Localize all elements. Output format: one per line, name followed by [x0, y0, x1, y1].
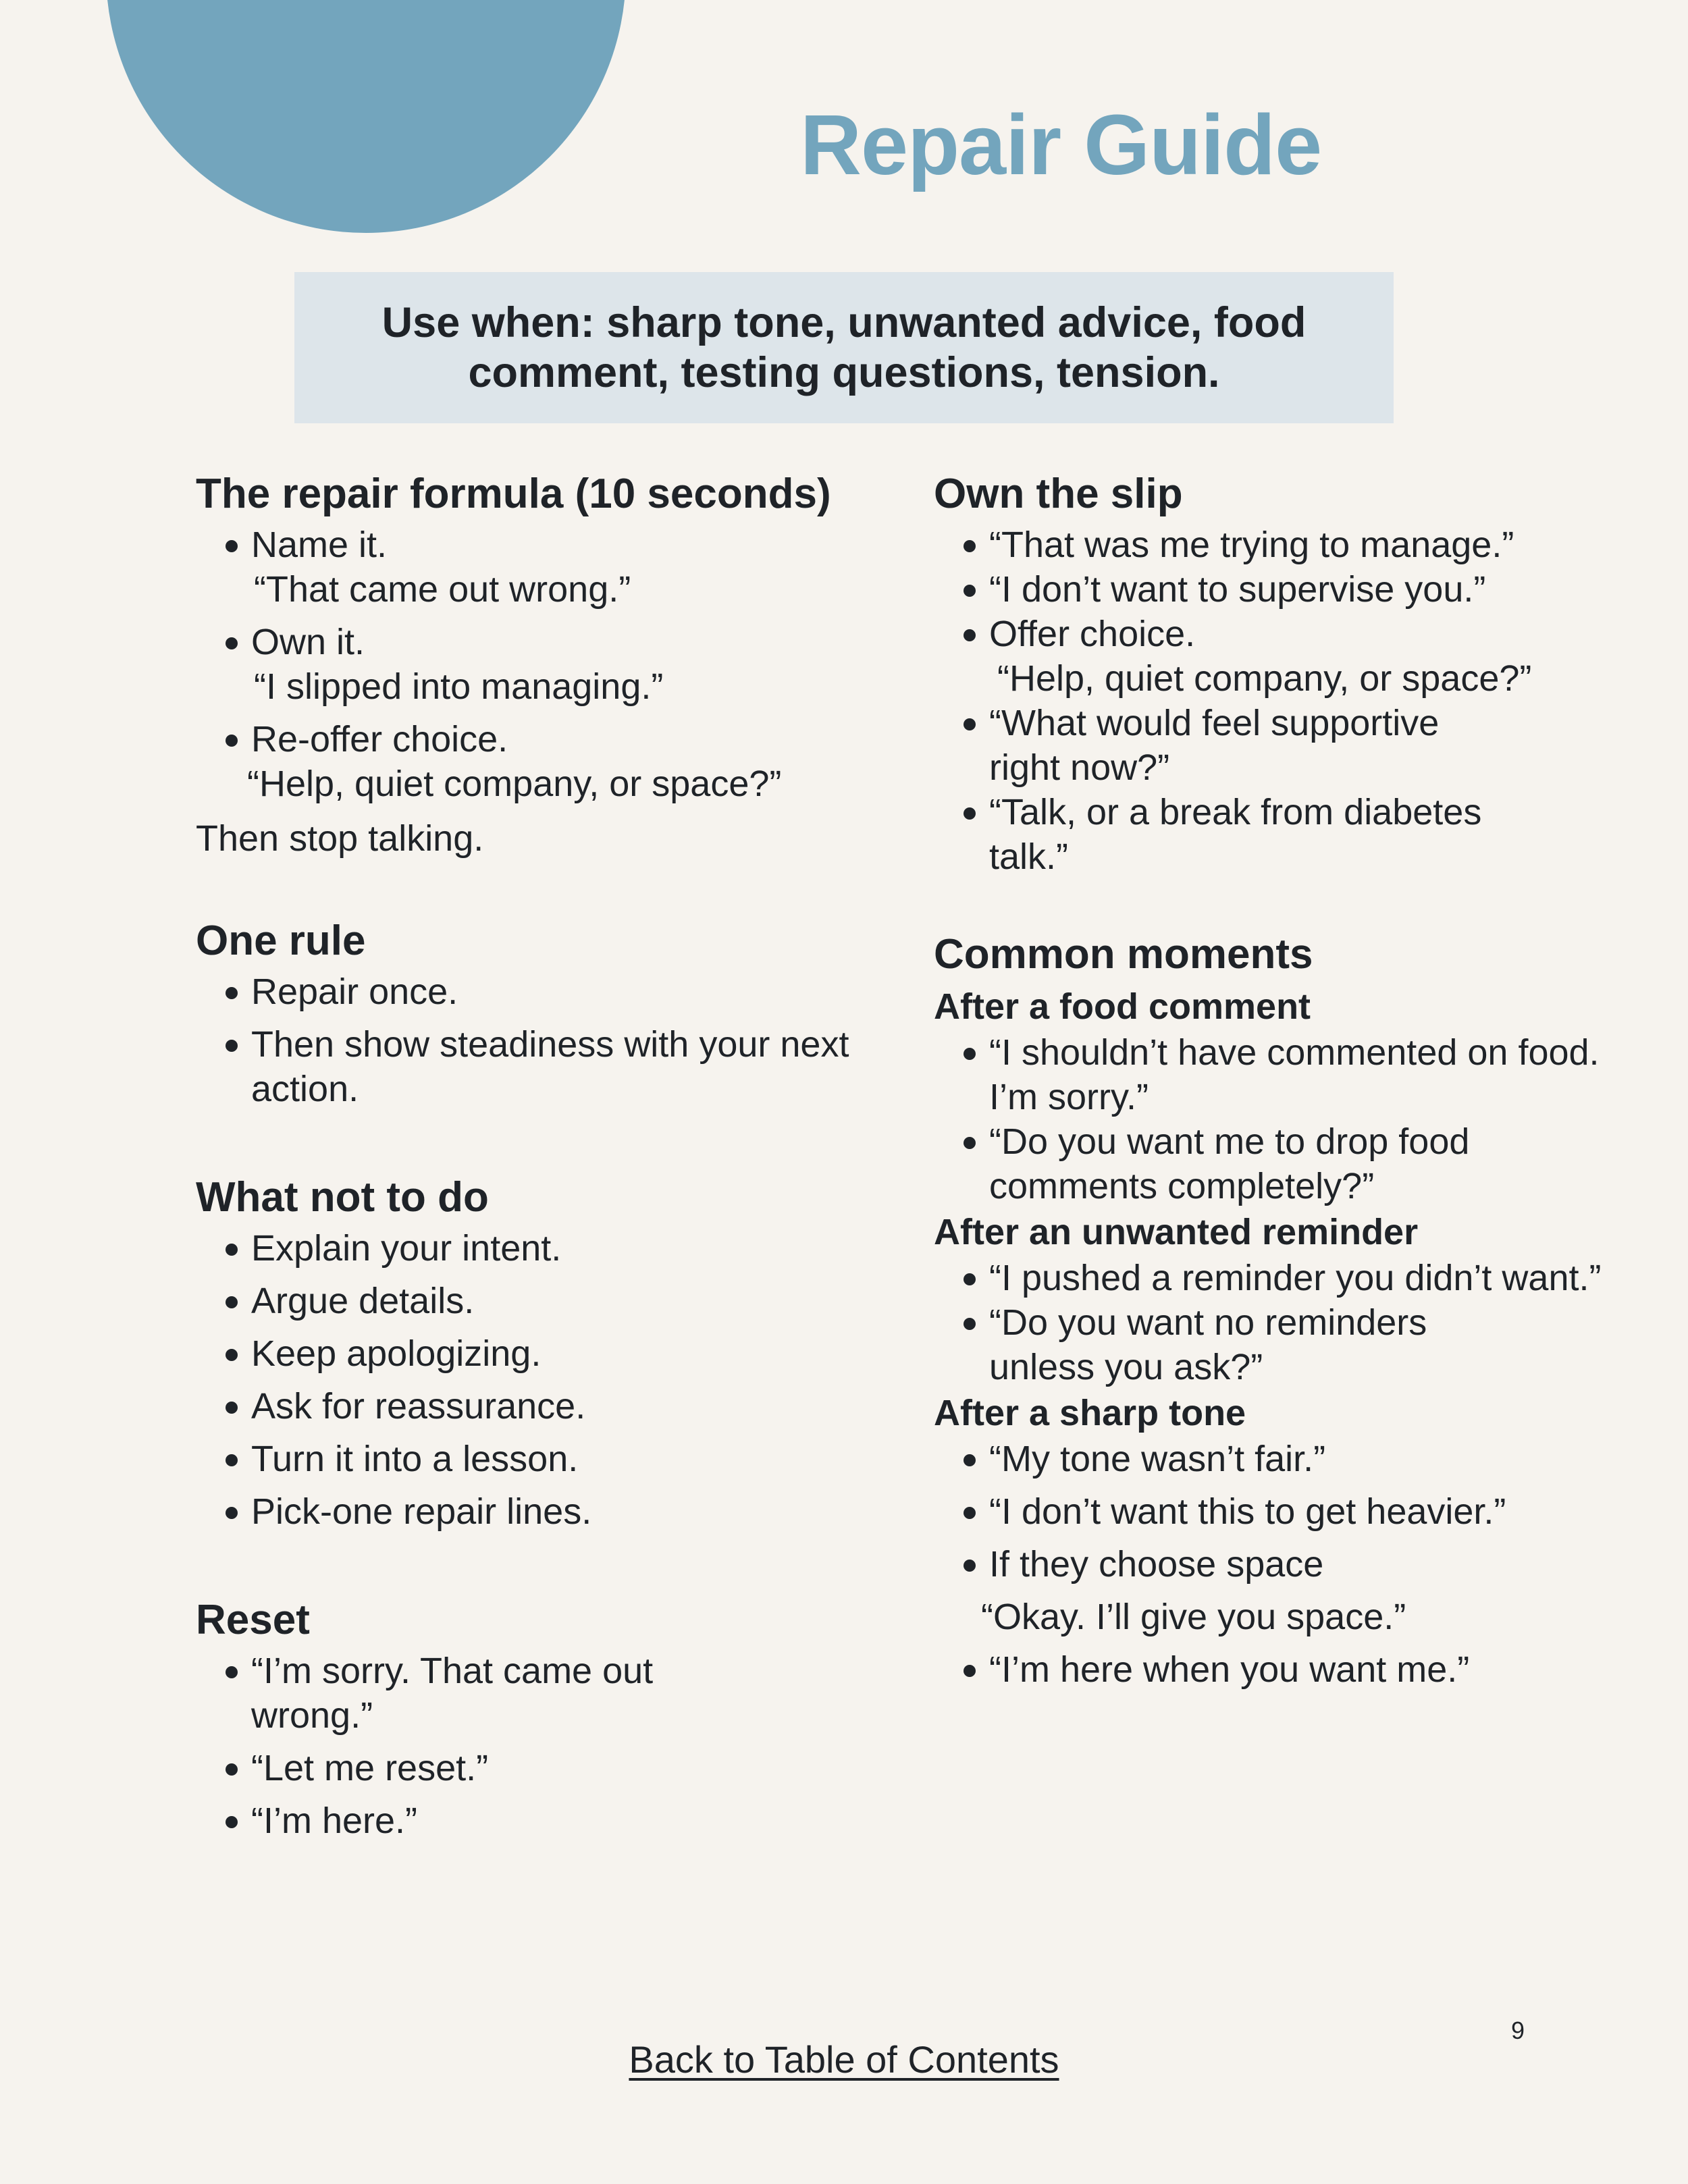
list-item: “What would feel supportive right now?” — [934, 701, 1475, 790]
list-item: Argue details. — [196, 1279, 885, 1323]
list-item: Offer choice. “Help, quiet company, or space?” — [934, 612, 1609, 701]
own-the-slip-heading: Own the slip — [934, 471, 1183, 517]
reset-section — [196, 1592, 885, 1843]
closing-note: Then stop talking. — [196, 818, 484, 859]
right-column — [934, 466, 1609, 1700]
list-item: “I shouldn’t have commented on food. I’m sorry.” — [934, 1030, 1609, 1119]
list-item: “I don’t want this to get heavier.” — [934, 1489, 1609, 1534]
list-item: Keep apologizing. — [196, 1331, 885, 1376]
own-the-slip-section — [934, 466, 1609, 879]
list-item: Ask for reassurance. — [196, 1384, 885, 1429]
list-item: Re-offer choice. “Help, quiet company, or space?” — [196, 717, 885, 806]
list-item: Explain your intent. — [196, 1226, 885, 1271]
list-item: “I’m sorry. That came out wrong.” — [196, 1649, 722, 1738]
list-item: If they choose space “Okay. I’ll give you space.” — [934, 1542, 1609, 1639]
what-not-to-do-section — [196, 1169, 885, 1534]
one-rule-section — [196, 913, 885, 1111]
list-item: Name it. “That came out wrong.” — [196, 523, 885, 612]
one-rule-heading: One rule — [196, 917, 366, 964]
what-not-to-do-heading: What not to do — [196, 1174, 489, 1221]
sharp-tone-heading: After a sharp tone — [934, 1393, 1246, 1433]
repair-formula-list — [196, 523, 885, 806]
list-item: “I’m here when you want me.” — [934, 1647, 1609, 1692]
use-when-banner — [294, 272, 1394, 423]
list-item: “Talk, or a break from diabetes talk.” — [934, 790, 1570, 879]
left-column — [196, 466, 885, 1851]
common-moments-section — [934, 926, 1609, 1692]
list-item: Then show steadiness with your next action. — [196, 1022, 885, 1111]
decorative-circle — [106, 0, 626, 233]
list-item: “Let me reset.” — [196, 1746, 722, 1790]
page-title: Repair Guide — [800, 97, 1322, 192]
list-item: “I’m here.” — [196, 1799, 722, 1843]
repair-formula-section — [196, 466, 885, 863]
food-comment-heading: After a food comment — [934, 986, 1311, 1027]
list-item: “My tone wasn’t fair.” — [934, 1437, 1609, 1481]
list-item: Repair once. — [196, 969, 885, 1014]
back-to-toc-link[interactable]: Back to Table of Contents — [629, 2038, 1059, 2081]
list-item: “Do you want me to drop food comments completely?” — [934, 1119, 1570, 1208]
list-item: Turn it into a lesson. — [196, 1437, 885, 1481]
list-item: “I pushed a reminder you didn’t want.” — [934, 1256, 1609, 1300]
list-item: Own it. “I slipped into managing.” — [196, 620, 885, 709]
list-item: “That was me trying to manage.” — [934, 523, 1609, 567]
unwanted-reminder-heading: After an unwanted reminder — [934, 1212, 1419, 1252]
reset-heading: Reset — [196, 1597, 310, 1643]
repair-formula-heading: The repair formula (10 seconds) — [196, 471, 831, 517]
banner-text: Use when: sharp tone, unwanted advice, food comment, testing questions, tension. — [381, 299, 1307, 396]
list-item: Pick-one repair lines. — [196, 1489, 885, 1534]
list-item: “I don’t want to supervise you.” — [934, 567, 1609, 612]
list-item: “Do you want no reminders unless you ask?” — [934, 1300, 1529, 1389]
common-moments-heading: Common moments — [934, 931, 1313, 978]
page-number: 9 — [1511, 2017, 1525, 2044]
